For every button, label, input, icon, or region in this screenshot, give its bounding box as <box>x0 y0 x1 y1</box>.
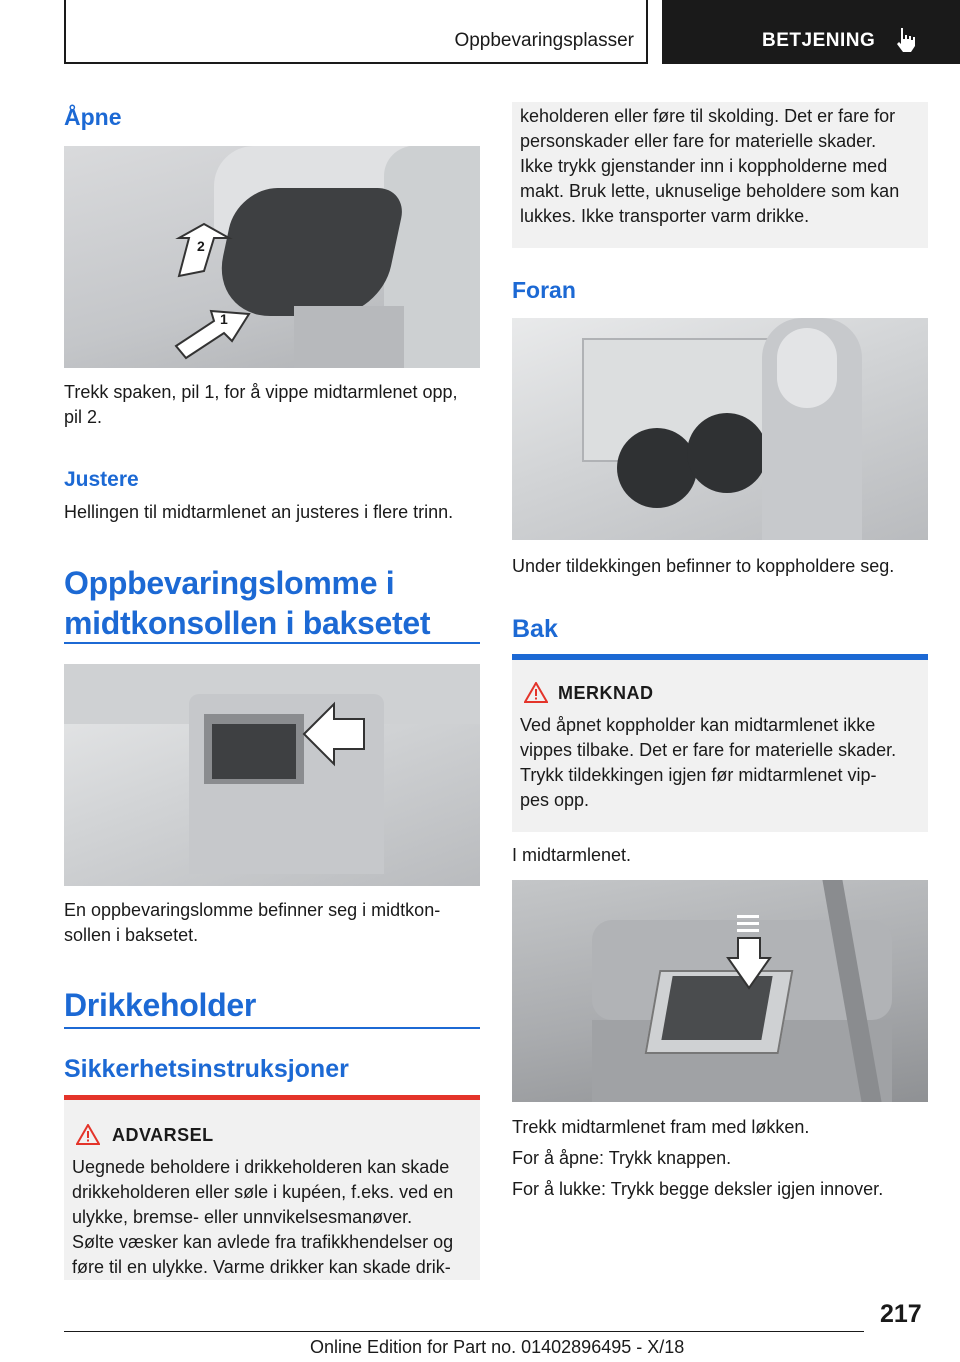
storage-heading-rule <box>64 642 480 644</box>
page-number: 217 <box>880 1300 922 1328</box>
warning-line: drikkeholderen eller søle i kupéen, f.eks. ved en <box>72 1182 454 1202</box>
cupholder-heading-rule <box>64 1027 480 1029</box>
warning-cont-line: keholderen eller føre til skolding. Det er fare for <box>520 106 896 126</box>
arrows-overlay <box>64 146 480 368</box>
notice-line: vippes tilbake. Det er fare for materielle skader. <box>520 740 897 760</box>
storage-heading-line-2: midtkonsollen i baksetet <box>64 605 431 641</box>
arrow-2-label: 2 <box>197 238 205 254</box>
open-text: Trekk spaken, pil 1, for å vippe midtarmlenet opp, pil 2. <box>64 382 458 427</box>
armrest-arrow <box>512 880 928 1102</box>
header-section-box <box>64 0 648 64</box>
warning-cont-line: makt. Bruk lette, uknuselige beholdere som kan <box>520 181 900 201</box>
warning-cont-line: Ikke trykk gjenstander inn i koppholderne med <box>520 156 888 176</box>
warning-text <box>72 1155 480 1280</box>
notice-box <box>512 660 928 832</box>
cupholder-heading: Drikkeholder <box>64 987 257 1023</box>
safety-heading: Sikkerhetsinstruksjoner <box>64 1055 349 1083</box>
warning-continued-text <box>520 104 928 229</box>
warning-box-continued <box>512 102 928 248</box>
rear-heading: Bak <box>512 615 558 643</box>
warning-line: Uegnede beholdere i drikkeholderen kan skade <box>72 1157 450 1177</box>
storage-heading <box>64 563 480 643</box>
storage-text <box>64 898 484 948</box>
hand-touch-icon <box>894 26 918 54</box>
warning-line: Sølte væsker kan avlede fra trafikkhendelser og <box>72 1232 454 1252</box>
warning-cont-line: personskader eller fare for materielle skader. <box>520 131 877 151</box>
armrest-text: I midtarmlenet. <box>512 845 632 865</box>
header-chapter-title: BETJENING <box>762 30 876 51</box>
warning-line: ulykke, bremse- eller unnvikelsesmanøver. <box>72 1207 413 1227</box>
storage-arrow <box>64 664 480 886</box>
rear-console-storage-illustration <box>64 664 480 886</box>
storage-text-line-1: En oppbevaringslomme befinner seg i midtkon- <box>64 900 441 920</box>
adjust-text: Hellingen til midtarmlenet an justeres i flere trinn. <box>64 502 454 522</box>
warning-line: føre til en ulykke. Varme drikker kan skade drik- <box>72 1257 451 1277</box>
step-item: For å åpne: Trykk knappen. <box>512 1148 732 1168</box>
header-chapter-box <box>662 0 960 64</box>
warning-box <box>64 1100 480 1280</box>
warning-triangle-icon <box>76 1124 100 1145</box>
armrest-open-illustration <box>64 146 480 368</box>
notice-triangle-icon <box>524 682 548 703</box>
edition-text: Online Edition for Part no. 01402896495 - X/18 <box>310 1337 685 1357</box>
notice-line: pes opp. <box>520 790 590 810</box>
footer-rule <box>64 1331 864 1332</box>
adjust-heading: Justere <box>64 468 139 491</box>
notice-line: Ved åpnet koppholder kan midtarmlenet ikke <box>520 715 876 735</box>
notice-text <box>520 713 928 813</box>
storage-text-line-2: sollen i baksetet. <box>64 925 199 945</box>
open-heading: Åpne <box>64 104 122 130</box>
notice-title: MERKNAD <box>558 683 654 703</box>
front-cupholder-illustration <box>512 318 928 540</box>
rear-armrest-cupholder-illustration <box>512 880 928 1102</box>
front-heading: Foran <box>512 277 576 303</box>
storage-heading-line-1: Oppbevaringslomme i <box>64 565 395 601</box>
header-section-title: Oppbevaringsplasser <box>454 30 634 51</box>
step-item: For å lukke: Trykk begge deksler igjen innover. <box>512 1179 884 1199</box>
warning-title: ADVARSEL <box>112 1125 214 1145</box>
steps-list <box>512 1115 932 1202</box>
notice-line: Trykk tildekkingen igjen før midtarmlenet vip- <box>520 765 877 785</box>
front-text: Under tildekkingen befinner to koppholdere seg. <box>512 556 895 576</box>
step-item: Trekk midtarmlenet fram med løkken. <box>512 1117 810 1137</box>
warning-cont-line: lukkes. Ikke transporter varm drikke. <box>520 206 810 226</box>
arrow-1-label: 1 <box>220 311 228 327</box>
